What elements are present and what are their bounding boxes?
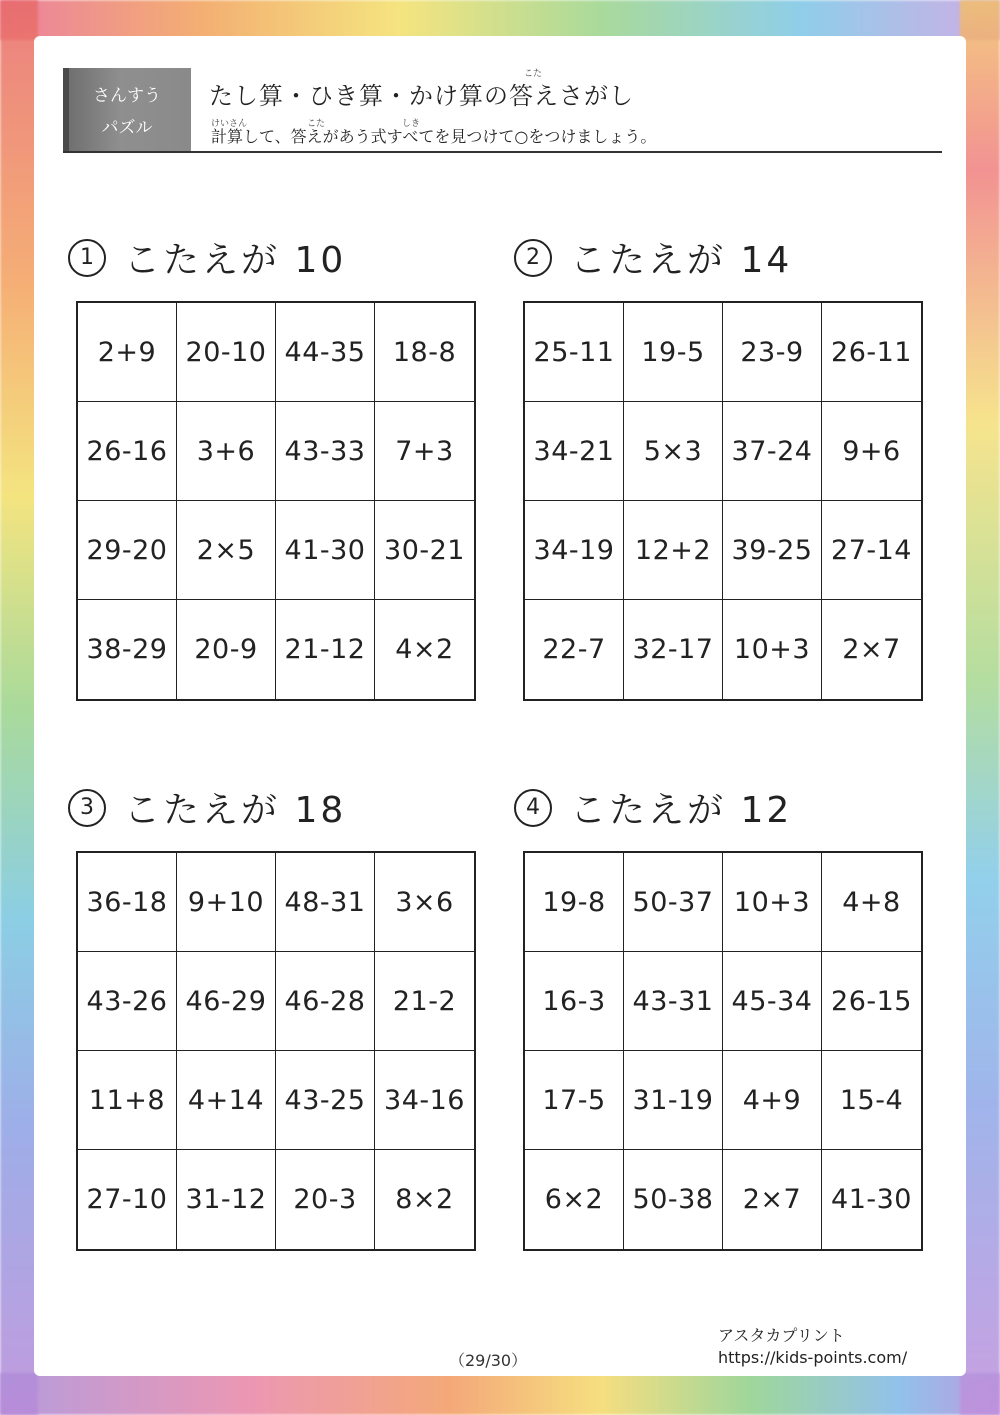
- puzzle-4-number: 4: [514, 789, 552, 827]
- puzzle-1-label: こたえが 10: [124, 240, 347, 281]
- puzzle-4-grid: [523, 851, 923, 1251]
- puzzle-cell[interactable]: 21-12: [276, 600, 375, 699]
- category-tag-line1: さんすう: [93, 86, 161, 106]
- puzzle-cell[interactable]: 26-16: [78, 402, 177, 501]
- puzzle-cell[interactable]: 19-5: [624, 303, 723, 402]
- puzzle-cell[interactable]: 50-37: [624, 853, 723, 952]
- puzzle-cell[interactable]: 31-19: [624, 1051, 723, 1150]
- puzzle-4-label: こたえが 12: [570, 790, 793, 831]
- puzzle-cell[interactable]: 17-5: [525, 1051, 624, 1150]
- puzzle-cell[interactable]: 30-21: [375, 501, 474, 600]
- header-rule: [63, 151, 942, 153]
- puzzle-cell[interactable]: 9+10: [177, 853, 276, 952]
- puzzle-cell[interactable]: 36-18: [78, 853, 177, 952]
- puzzle-4-heading: [514, 782, 792, 833]
- puzzle-cell[interactable]: 4+9: [723, 1051, 822, 1150]
- puzzle-2-label: こたえが 14: [570, 240, 793, 281]
- puzzle-3-grid: [76, 851, 476, 1251]
- puzzle-2-heading: [514, 232, 792, 283]
- puzzle-2-number: 2: [514, 239, 552, 277]
- puzzle-cell[interactable]: 2×7: [723, 1150, 822, 1249]
- puzzle-cell[interactable]: 43-26: [78, 952, 177, 1051]
- puzzle-1-heading: [68, 232, 346, 283]
- puzzle-3-heading: [68, 782, 346, 833]
- puzzle-cell[interactable]: 41-30: [276, 501, 375, 600]
- puzzle-cell[interactable]: 11+8: [78, 1051, 177, 1150]
- instruction-ruby-keisan: けいさん: [211, 119, 248, 129]
- puzzle-cell[interactable]: 43-33: [276, 402, 375, 501]
- puzzle-cell[interactable]: 46-28: [276, 952, 375, 1051]
- instruction-ruby-shiki: しき: [402, 119, 421, 129]
- puzzle-cell[interactable]: 9+6: [822, 402, 921, 501]
- puzzle-cell[interactable]: 8×2: [395, 1184, 454, 1215]
- puzzle-cell[interactable]: 20-3: [276, 1150, 375, 1249]
- puzzle-cell[interactable]: 4+14: [177, 1051, 276, 1150]
- puzzle-cell[interactable]: 3×6: [375, 853, 474, 952]
- puzzle-3-label: こたえが 18: [124, 790, 347, 831]
- puzzle-cell[interactable]: 26-11: [822, 303, 921, 402]
- frame-bottom: [0, 1373, 1000, 1415]
- puzzle-cell[interactable]: 41-30: [831, 1184, 912, 1215]
- puzzle-cell[interactable]: 4×2: [395, 634, 454, 665]
- puzzle-1-grid: [76, 301, 476, 701]
- puzzle-cell[interactable]: 27-14: [822, 501, 921, 600]
- puzzle-cell[interactable]: 34-21: [525, 402, 624, 501]
- page-number: （29/30）: [449, 1351, 528, 1370]
- frame-top: [0, 0, 1000, 40]
- publisher-url[interactable]: https://kids-points.com/: [718, 1348, 908, 1367]
- puzzle-cell[interactable]: 6×2: [525, 1150, 624, 1249]
- page-title: たし算・ひき算・かけ算の答えさがし: [209, 82, 634, 110]
- puzzle-cell[interactable]: 34-19: [525, 501, 624, 600]
- puzzle-cell[interactable]: 4+8: [822, 853, 921, 952]
- frame-left: [0, 0, 38, 1415]
- puzzle-cell[interactable]: 50-38: [624, 1150, 723, 1249]
- puzzle-cell[interactable]: 37-24: [723, 402, 822, 501]
- frame-right: [960, 0, 1000, 1415]
- category-tag-line2: パズル: [101, 118, 153, 138]
- puzzle-cell[interactable]: 2×7: [842, 634, 901, 665]
- puzzle-3-number: 3: [68, 789, 106, 827]
- puzzle-cell[interactable]: 48-31: [276, 853, 375, 952]
- puzzle-cell[interactable]: 26-15: [822, 952, 921, 1051]
- puzzle-cell[interactable]: 44-35: [276, 303, 375, 402]
- puzzle-cell[interactable]: 20-9: [177, 600, 276, 699]
- title-ruby: こた: [524, 69, 543, 79]
- puzzle-cell[interactable]: 43-25: [276, 1051, 375, 1150]
- puzzle-cell[interactable]: 29-20: [78, 501, 177, 600]
- instruction-text: 計算して、答えがあう式すべてを見つけて○をつけましょう。: [211, 127, 657, 146]
- puzzle-cell[interactable]: 43-31: [624, 952, 723, 1051]
- puzzle-cell[interactable]: 39-25: [723, 501, 822, 600]
- puzzle-cell[interactable]: 38-29: [78, 600, 177, 699]
- puzzle-cell[interactable]: 27-10: [78, 1150, 177, 1249]
- puzzle-cell[interactable]: 18-8: [375, 303, 474, 402]
- puzzle-cell[interactable]: 7+3: [375, 402, 474, 501]
- puzzle-cell[interactable]: 10+3: [723, 853, 822, 952]
- instruction-ruby-kota: こた: [307, 119, 326, 129]
- puzzle-cell[interactable]: 34-16: [375, 1051, 474, 1150]
- publisher-info: [718, 1325, 907, 1369]
- puzzle-1-number: 1: [68, 239, 106, 277]
- puzzle-cell[interactable]: 10+3: [723, 600, 822, 699]
- puzzle-cell[interactable]: 45-34: [723, 952, 822, 1051]
- puzzle-cell[interactable]: 15-4: [822, 1051, 921, 1150]
- puzzle-cell[interactable]: 2+9: [78, 303, 177, 402]
- puzzle-cell[interactable]: 12+2: [624, 501, 723, 600]
- puzzle-cell[interactable]: 31-12: [177, 1150, 276, 1249]
- puzzle-cell[interactable]: 23-9: [723, 303, 822, 402]
- puzzle-cell[interactable]: 22-7: [525, 600, 624, 699]
- puzzle-cell[interactable]: 20-10: [177, 303, 276, 402]
- puzzle-cell[interactable]: 3+6: [177, 402, 276, 501]
- puzzle-cell[interactable]: 25-11: [525, 303, 624, 402]
- puzzle-cell[interactable]: 21-2: [375, 952, 474, 1051]
- puzzle-cell[interactable]: 19-8: [525, 853, 624, 952]
- puzzle-cell[interactable]: 2×5: [177, 501, 276, 600]
- puzzle-cell[interactable]: 16-3: [525, 952, 624, 1051]
- puzzle-cell[interactable]: 5×3: [624, 402, 723, 501]
- publisher-name: アスタカプリント: [718, 1326, 845, 1345]
- puzzle-2-grid: [523, 301, 923, 701]
- puzzle-cell[interactable]: 46-29: [177, 952, 276, 1051]
- category-tag: [63, 68, 191, 152]
- puzzle-cell[interactable]: 32-17: [624, 600, 723, 699]
- category-tag-stripe: [63, 68, 69, 152]
